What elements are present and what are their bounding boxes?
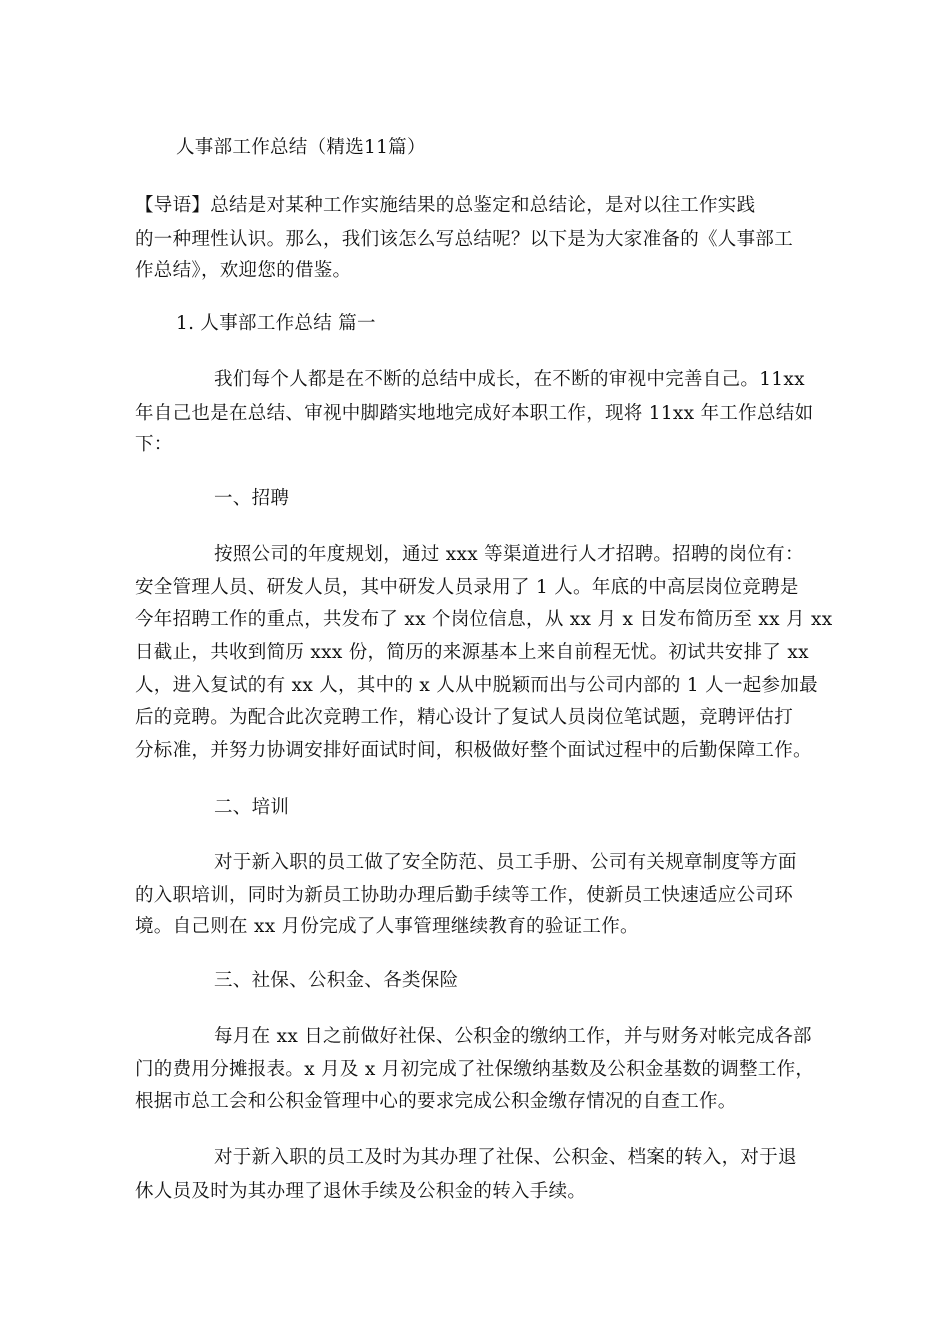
paragraph-line: 我们每个人都是在不断的总结中成长，在不断的审视中完善自己。11xx — [214, 369, 805, 390]
intro-line: 的一种理性认识。那么，我们该怎么写总结呢？以下是为大家准备的《人事部工 — [135, 229, 794, 250]
paragraph-line: 境。自己则在 xx 月份完成了人事管理继续教育的验证工作。 — [135, 916, 639, 937]
paragraph-line: 根据市总工会和公积金管理中心的要求完成公积金缴存情况的自查工作。 — [135, 1091, 737, 1112]
section-heading-training: 二、培训 — [214, 797, 290, 818]
paragraph-line: 每月在 xx 日之前做好社保、公积金的缴纳工作，并与财务对帐完成各部 — [214, 1026, 812, 1047]
paragraph-line: 对于新入职的员工做了安全防范、员工手册、公司有关规章制度等方面 — [214, 852, 797, 873]
intro-line: 【导语】总结是对某种工作实施结果的总鉴定和总结论，是对以往工作实践 — [135, 195, 756, 216]
paragraph-line: 今年招聘工作的重点，共发布了 xx 个岗位信息，从 xx 月 x 日发布简历至 xx 月 xx — [135, 609, 833, 630]
paragraph-line: 日截止，共收到简历 xxx 份，简历的来源基本上来自前程无忧。初试共安排了 xx — [135, 642, 809, 663]
intro-line: 作总结》，欢迎您的借鉴。 — [135, 260, 352, 281]
paragraph-line: 休人员及时为其办理了退休手续及公积金的转入手续。 — [135, 1181, 587, 1202]
paragraph-line: 按照公司的年度规划，通过 xxx 等渠道进行人才招聘。招聘的岗位有： — [214, 544, 804, 565]
paragraph-line: 门的费用分摊报表。x 月及 x 月初完成了社保缴纳基数及公积金基数的调整工作， — [135, 1059, 815, 1080]
paragraph-line: 分标准，并努力协调安排好面试时间，积极做好整个面试过程中的后勤保障工作。 — [135, 740, 812, 761]
section-heading-insurance: 三、社保、公积金、各类保险 — [214, 970, 459, 991]
paragraph-line: 的入职培训，同时为新员工协助办理后勤手续等工作，使新员工快速适应公司环 — [135, 885, 794, 906]
document-title: 人事部工作总结（精选11篇） — [176, 137, 426, 158]
paragraph-line: 后的竞聘。为配合此次竞聘工作，精心设计了复试人员岗位笔试题，竞聘评估打 — [135, 707, 794, 728]
paragraph-line: 下： — [135, 434, 173, 455]
section-heading-recruitment: 一、招聘 — [214, 488, 290, 509]
paragraph-line: 人，进入复试的有 xx 人，其中的 x 人从中脱颖而出与公司内部的 1 人一起参加最 — [135, 675, 818, 696]
paragraph-line: 年自己也是在总结、审视中脚踏实地地完成好本职工作，现将 11xx 年工作总结如 — [135, 403, 814, 424]
paragraph-line: 安全管理人员、研发人员，其中研发人员录用了 1 人。年底的中高层岗位竞聘是 — [135, 577, 799, 598]
paragraph-line: 对于新入职的员工及时为其办理了社保、公积金、档案的转入，对于退 — [214, 1147, 797, 1168]
chapter-heading: 1. 人事部工作总结 篇一 — [176, 313, 376, 334]
